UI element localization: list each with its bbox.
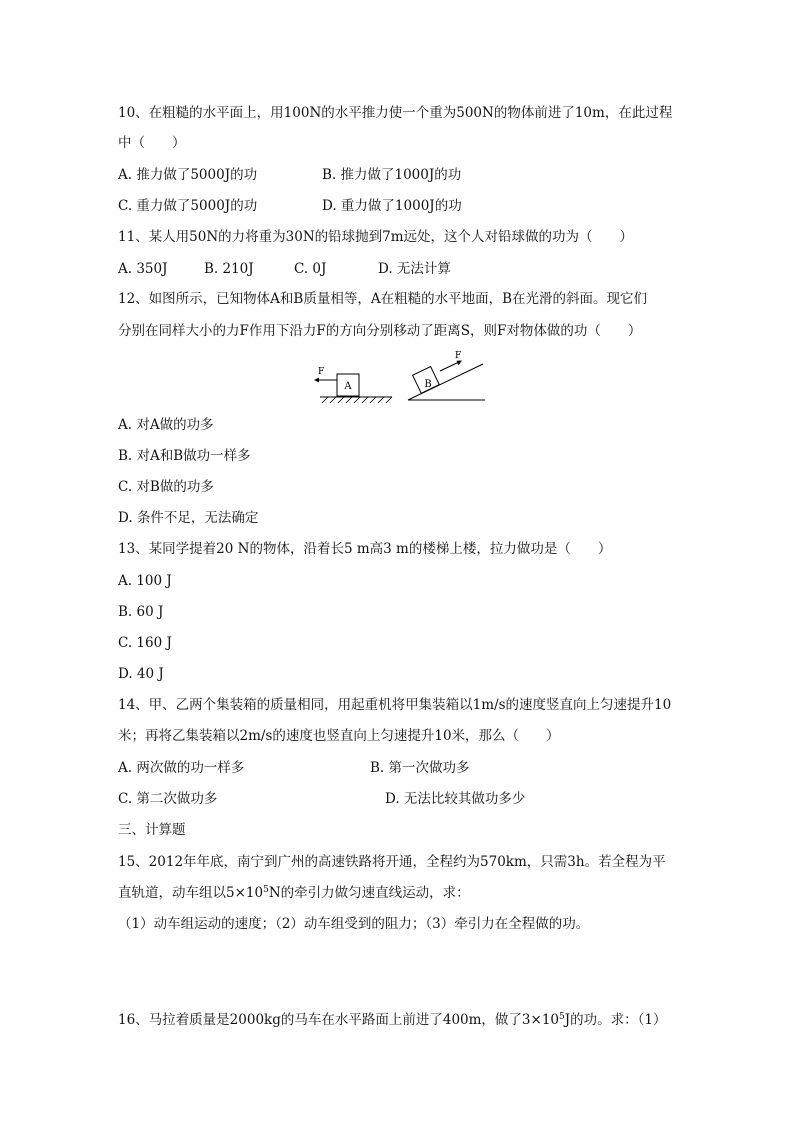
section-heading-calculation: 三、计算题 — [118, 822, 186, 838]
q15-line2-part1: 直轨道，动车组以5×10 — [118, 885, 264, 901]
force-label-a: F — [318, 367, 325, 377]
q16-stem-line1 — [118, 1011, 667, 1029]
q12-stem-line1: 12、如图所示，已知物体A和B质量相等，A在粗糙的水平地面，B在光滑的斜面。现它们 — [118, 291, 648, 307]
q13-option-c: C. 160 J — [118, 635, 172, 651]
q15-subquestions: （1）动车组运动的速度；（2）动车组受到的阻力；（3）牵引力在全程做的功。 — [118, 916, 590, 932]
q15-stem-line2 — [118, 884, 470, 902]
q13-option-d: D. 40 J — [118, 666, 164, 682]
q10-stem-line1: 10、在粗糙的水平面上，用100N的水平推力使一个重为500N的物体前进了10m，在此过程 — [118, 105, 673, 121]
q15-line2-part2: N的牵引力做匀速直线运动，求： — [268, 885, 470, 901]
force-arrow-b — [440, 362, 460, 372]
q16-line1-part2: J的功。求：（1） — [564, 1012, 667, 1028]
q12-option-d: D. 条件不足，无法确定 — [118, 510, 259, 526]
q14-option-d: D. 无法比较其做功多少 — [385, 791, 526, 807]
q12-option-a: A. 对A做的功多 — [118, 417, 214, 433]
q10-option-c: C. 重力做了5000J的功 — [118, 198, 258, 214]
q11-option-a: A. 350J — [118, 261, 168, 277]
q14-option-c: C. 第二次做功多 — [118, 791, 218, 807]
q10-option-a: A. 推力做了5000J的功 — [118, 167, 258, 183]
q10-option-b: B. 推力做了1000J的功 — [322, 167, 462, 183]
q10-option-d: D. 重力做了1000J的功 — [322, 198, 462, 214]
q11-option-c: C. 0J — [294, 261, 327, 277]
q11-option-d: D. 无法计算 — [378, 261, 451, 277]
force-label-b: F — [455, 351, 462, 361]
q13-option-a: A. 100 J — [118, 573, 172, 589]
q13-option-b: B. 60 J — [118, 604, 164, 620]
q13-stem: 13、某同学提着20 N的物体，沿着长5 m高3 m的楼梯上楼，拉力做功是（ ） — [118, 541, 612, 557]
force-diagram — [300, 350, 500, 410]
q14-stem-line1: 14、甲、乙两个集装箱的质量相同，用起重机将甲集装箱以1m/s的速度竖直向上匀速提升10 — [118, 697, 672, 713]
q10-stem-line2: 中（ ） — [118, 135, 186, 151]
ground-hatching — [322, 397, 392, 403]
q14-option-a: A. 两次做的功一样多 — [118, 760, 245, 776]
q15-stem-line1: 15、2012年年底，南宁到广州的高速铁路将开通，全程约为570km，只需3h。若全程为平 — [118, 854, 666, 870]
q11-stem: 11、某人用50N的力将重为30N的铅球抛到7m远处，这个人对铅球做的功为（ ） — [118, 229, 634, 245]
q16-exponent: 5 — [559, 1012, 565, 1022]
q12-stem-line2: 分别在同样大小的力F作用下沿力F的方向分别移动了距离S，则F对物体做的功（ ） — [118, 323, 642, 339]
q12-option-c: C. 对B做的功多 — [118, 479, 214, 495]
block-b-label: B — [424, 379, 432, 390]
q16-line1-part1: 16、马拉着质量是2000kg的马车在水平路面上前进了400m，做了3×10 — [118, 1012, 560, 1028]
q12-option-b: B. 对A和B做功一样多 — [118, 448, 251, 464]
q14-stem-line2: 米；再将乙集装箱以2m/s的速度也竖直向上匀速提升10米，那么（ ） — [118, 728, 560, 744]
q11-option-b: B. 210J — [204, 261, 254, 277]
block-a-label: A — [344, 381, 352, 392]
q15-exponent: 5 — [263, 885, 269, 895]
q14-option-b: B. 第一次做功多 — [370, 760, 470, 776]
force-arrowhead-a — [314, 378, 319, 383]
